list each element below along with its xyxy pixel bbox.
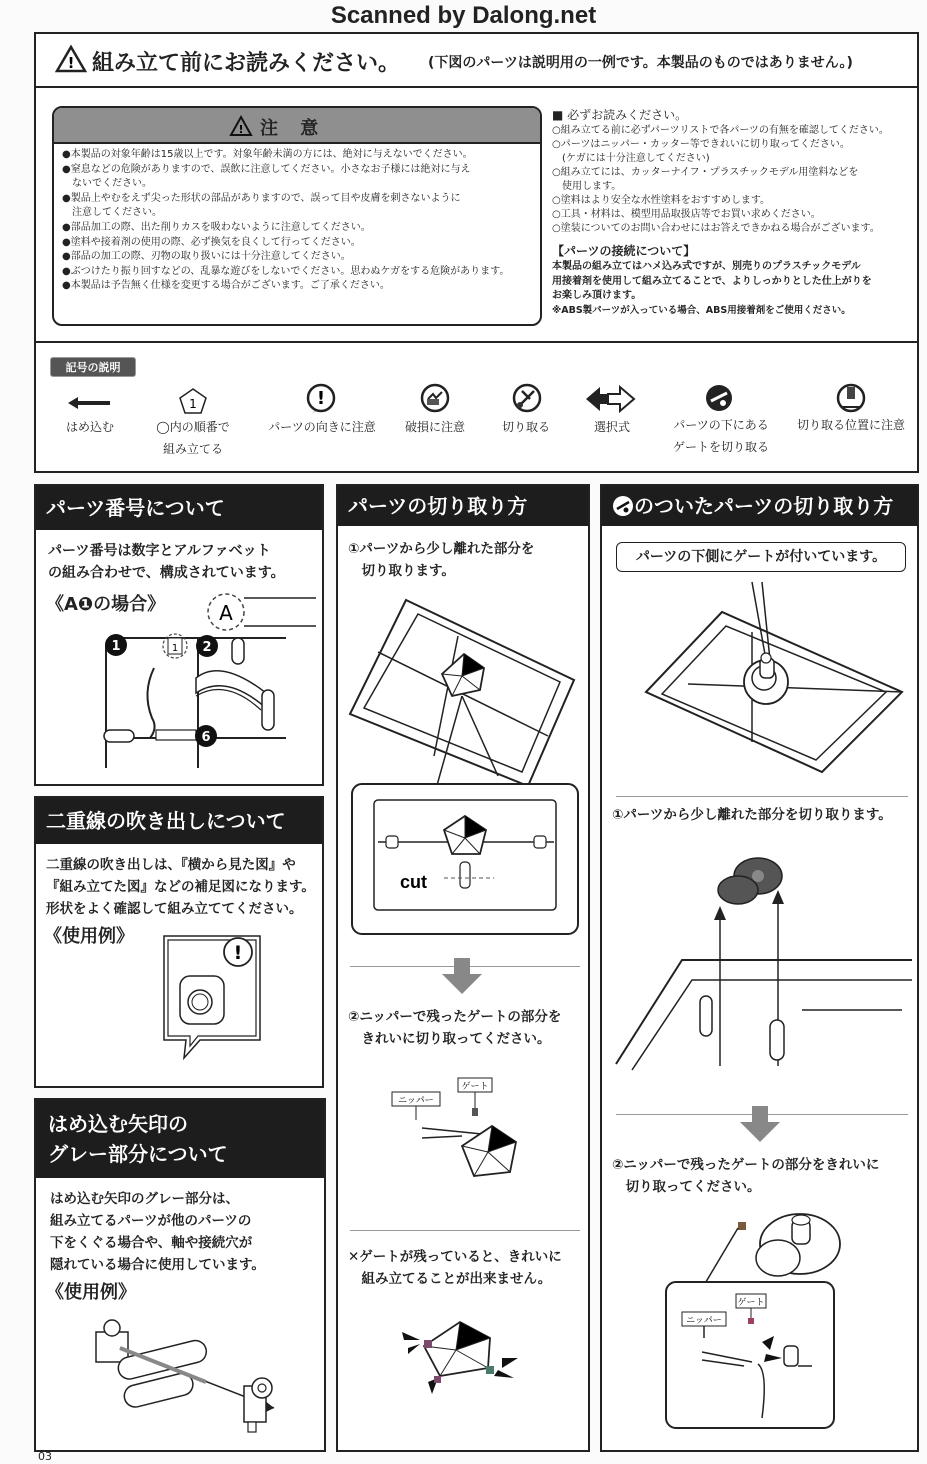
caution-icon xyxy=(230,116,252,136)
legend-label-gate-under: パーツの下にある ゲートを切り取る xyxy=(672,418,769,454)
double-arrow-icon xyxy=(586,385,634,415)
cutting-title: パーツの切り取り方 xyxy=(338,486,588,526)
gray-arrow-title xyxy=(36,1100,324,1178)
divider xyxy=(616,796,908,797)
must-read-item: ○塗料はより安全な水性塗料をおすすめします。 xyxy=(552,195,771,206)
connection-title: 【パーツの接続について】 xyxy=(552,244,696,258)
connection-line: ※ABS製パーツが入っている場合、ABS用接着剤をご使用ください。 xyxy=(552,304,851,316)
must-read-item: ○組み立てには、カッターナイフ・プラスチックモデル用塗料などを xyxy=(552,167,859,178)
cutting-step2: ②ニッパーで残ったゲートの部分を xyxy=(348,1009,562,1025)
watermark: Scanned by Dalong.net xyxy=(330,2,597,29)
gray-arrow-text: 組み立てるパーツが他のパーツの xyxy=(50,1213,252,1229)
page-subtitle: (下図のパーツは説明用の一例です。本製品のものではありません。) xyxy=(428,55,853,71)
double-line-section xyxy=(34,796,324,1088)
nipper-label: ニッパー xyxy=(398,1096,434,1106)
cutting-step1: 切り取ります。 xyxy=(348,563,455,579)
small-part-number: 1 xyxy=(171,643,179,654)
svg-text:!: ! xyxy=(316,388,326,409)
caution-title: 注 意 xyxy=(260,118,327,139)
gray-arrow-title-line2: グレー部分について xyxy=(48,1142,228,1166)
gate-callout: パーツの下側にゲートが付いています。 xyxy=(616,542,906,572)
cut-position-icon xyxy=(834,381,868,415)
numbered-pentagon-icon xyxy=(178,387,208,415)
caution-item: ●窒息などの危険がありますので、誤飲に注意してください。小さなお子様には絶対に与え xyxy=(62,163,471,175)
cutting-warning: ✕ゲートが残っていると、きれいに xyxy=(348,1249,562,1265)
part-number-1: 1 xyxy=(111,639,121,654)
must-read-item: (ケガには十分注意してください) xyxy=(552,153,710,164)
part-numbers-title: パーツ番号について xyxy=(36,486,322,530)
gate-parts-header xyxy=(602,486,917,526)
gray-arrow-title-line1: はめ込む矢印の xyxy=(48,1112,188,1136)
part-number-2: 2 xyxy=(202,640,212,655)
must-read-item: ○塗装についてのお問い合わせにはお答えできかねる場合がございます。 xyxy=(552,223,880,234)
orientation-warning-icon xyxy=(304,381,338,415)
legend-label-insert: はめ込む xyxy=(65,420,114,434)
gate-gate-label: ゲート xyxy=(737,1298,765,1308)
gate-step2: ②ニッパーで残ったゲートの部分をきれいに xyxy=(612,1157,880,1173)
must-read-item: 使用します。 xyxy=(552,181,622,192)
double-line-title: 二重線の吹き出しについて xyxy=(36,798,322,844)
page-number: 03 xyxy=(38,1450,52,1463)
must-read-item: ○パーツはニッパー・カッター等できれいに切り取ってください。 xyxy=(552,139,850,150)
page-title: 組み立て前にお読みください。 xyxy=(92,51,401,76)
frame-letter: A xyxy=(219,601,233,625)
divider xyxy=(350,1230,580,1231)
legend-badge: 記号の説明 xyxy=(50,357,136,377)
legend-label-orientation: パーツの向きに注意 xyxy=(268,420,376,434)
part-numbers-text: の組み合わせで、構成されています。 xyxy=(48,565,285,581)
numbered-pentagon-glyph: 1 xyxy=(189,397,197,411)
caution-item: ●部品の加工の際、刃物の取り扱いには十分注意してください。 xyxy=(62,251,351,263)
part-numbers-example: 《A❶の場合》 xyxy=(46,594,166,615)
connection-line: 用接着剤を使用して組み立てることで、よりしっかりとした仕上がりを xyxy=(552,275,872,287)
must-read xyxy=(552,106,912,318)
double-line-text: 二重線の吹き出しは、『横から見た図』や xyxy=(46,857,296,873)
gate-step1: ①パーツから少し離れた部分を切り取ります。 xyxy=(612,807,892,823)
warning-icon xyxy=(56,46,86,72)
down-arrow-icon xyxy=(740,1106,780,1144)
gate-cut-illustration xyxy=(602,840,912,1100)
gray-arrow-text: 隠れている場合に使用しています。 xyxy=(50,1257,265,1273)
legend-label-cut-position: 切り取る位置に注意 xyxy=(796,418,905,432)
caution-panel xyxy=(52,106,542,326)
legend-label-breakage: 破損に注意 xyxy=(404,420,465,434)
caution-item: ●部品加工の際、出た削りカスを吸わないように注意してください。 xyxy=(62,221,371,233)
info-section xyxy=(34,88,919,343)
runner-cut-illustration xyxy=(338,586,588,946)
callout-mark: ! xyxy=(233,942,243,964)
caution-item: ●塗料や接着剤の使用の際、必ず換気を良くして行ってください。 xyxy=(62,236,361,248)
cutting-section xyxy=(336,484,590,1452)
connection-line: 本製品の組み立てはハメ込み式ですが、別売りのプラスチックモデル xyxy=(552,261,861,272)
cutting-warning: 組み立てることが出来ません。 xyxy=(348,1271,552,1287)
gray-arrow-text: 下をくぐる場合や、軸や接続穴が xyxy=(50,1235,253,1251)
top-header xyxy=(34,32,919,88)
double-line-text: 『組み立てた図』などの補足図になります。 xyxy=(46,879,315,895)
cutting-step1: ①パーツから少し離れた部分を xyxy=(348,541,535,557)
gate-nipper-illustration xyxy=(612,1202,912,1432)
leftover-gate-illustration xyxy=(398,1318,538,1398)
gate-under-icon xyxy=(702,381,736,415)
connection-line: お楽しみ頂けます。 xyxy=(552,290,642,301)
part-number-6: 6 xyxy=(201,730,211,745)
down-arrow-icon xyxy=(442,958,482,996)
double-line-example: 《使用例》 xyxy=(44,926,134,947)
cutting-icon xyxy=(510,381,544,415)
caution-item: 注意してください。 xyxy=(62,207,162,219)
caution-item: ●製品上やむをえず尖った形状の部品がありますので、誤って目や皮膚を刺さないように xyxy=(62,192,461,204)
gate-parts-title: のついたパーツの切り取り方 xyxy=(634,494,894,518)
gate-parts-section xyxy=(600,484,919,1452)
cut-label: cut xyxy=(400,872,427,892)
runner-frame-illustration xyxy=(46,598,316,778)
runner-gate-illustration xyxy=(602,572,912,802)
gate-under-icon xyxy=(612,495,634,517)
gray-arrow-text: はめ込む矢印のグレー部分は、 xyxy=(50,1191,239,1207)
gate-label: ゲート xyxy=(461,1082,489,1092)
symbol-legend xyxy=(34,343,919,473)
nipper-gate-illustration xyxy=(392,1072,552,1202)
callout-example-illustration xyxy=(160,932,270,1062)
legend-label-choice: 選択式 xyxy=(593,420,630,434)
arrow-left-icon xyxy=(68,393,118,413)
caution-item: ●ぶつけたり振り回すなどの、乱暴な遊びをしないでください。思わぬケガをする危険があります。 xyxy=(62,265,510,277)
caution-item: ないでください。 xyxy=(62,178,152,190)
part-numbers-text: パーツ番号は数字とアルファベット xyxy=(48,543,271,559)
double-line-text: 形状をよく確認して組み立ててください。 xyxy=(46,901,303,917)
caution-item: ●本製品の対象年齢は15歳以上です。対象年齢未満の方には、絶対に与えないでください。 xyxy=(62,149,473,160)
insertion-example-illustration xyxy=(86,1312,326,1442)
gray-arrow-example: 《使用例》 xyxy=(46,1282,136,1303)
caution-item: ●本製品は予告無く仕様を変更する場合がございます。ご了承ください。 xyxy=(62,280,390,292)
legend-label-cut: 切り取る xyxy=(501,420,550,434)
svg-text:!: ! xyxy=(238,123,244,136)
gray-arrow-section xyxy=(34,1098,326,1452)
cutting-step2: きれいに切り取ってください。 xyxy=(348,1031,551,1047)
must-read-title: ■ 必ずお読みください。 xyxy=(552,108,688,122)
must-read-item: ○組み立てる前に必ずパーツリストで各パーツの有無を確認してください。 xyxy=(552,125,889,136)
legend-label-order: ◯内の順番で 組み立てる xyxy=(156,420,230,456)
gate-nipper-label: ニッパー xyxy=(686,1316,722,1326)
must-read-item: ○工具・材料は、模型用品取扱店等でお買い求めください。 xyxy=(552,209,821,220)
part-numbers-section xyxy=(34,484,324,786)
breakage-icon xyxy=(418,381,452,415)
svg-text:!: ! xyxy=(67,54,75,72)
caution-list xyxy=(62,148,540,294)
gate-step2: 切り取ってください。 xyxy=(612,1179,761,1195)
caution-header xyxy=(54,108,540,144)
